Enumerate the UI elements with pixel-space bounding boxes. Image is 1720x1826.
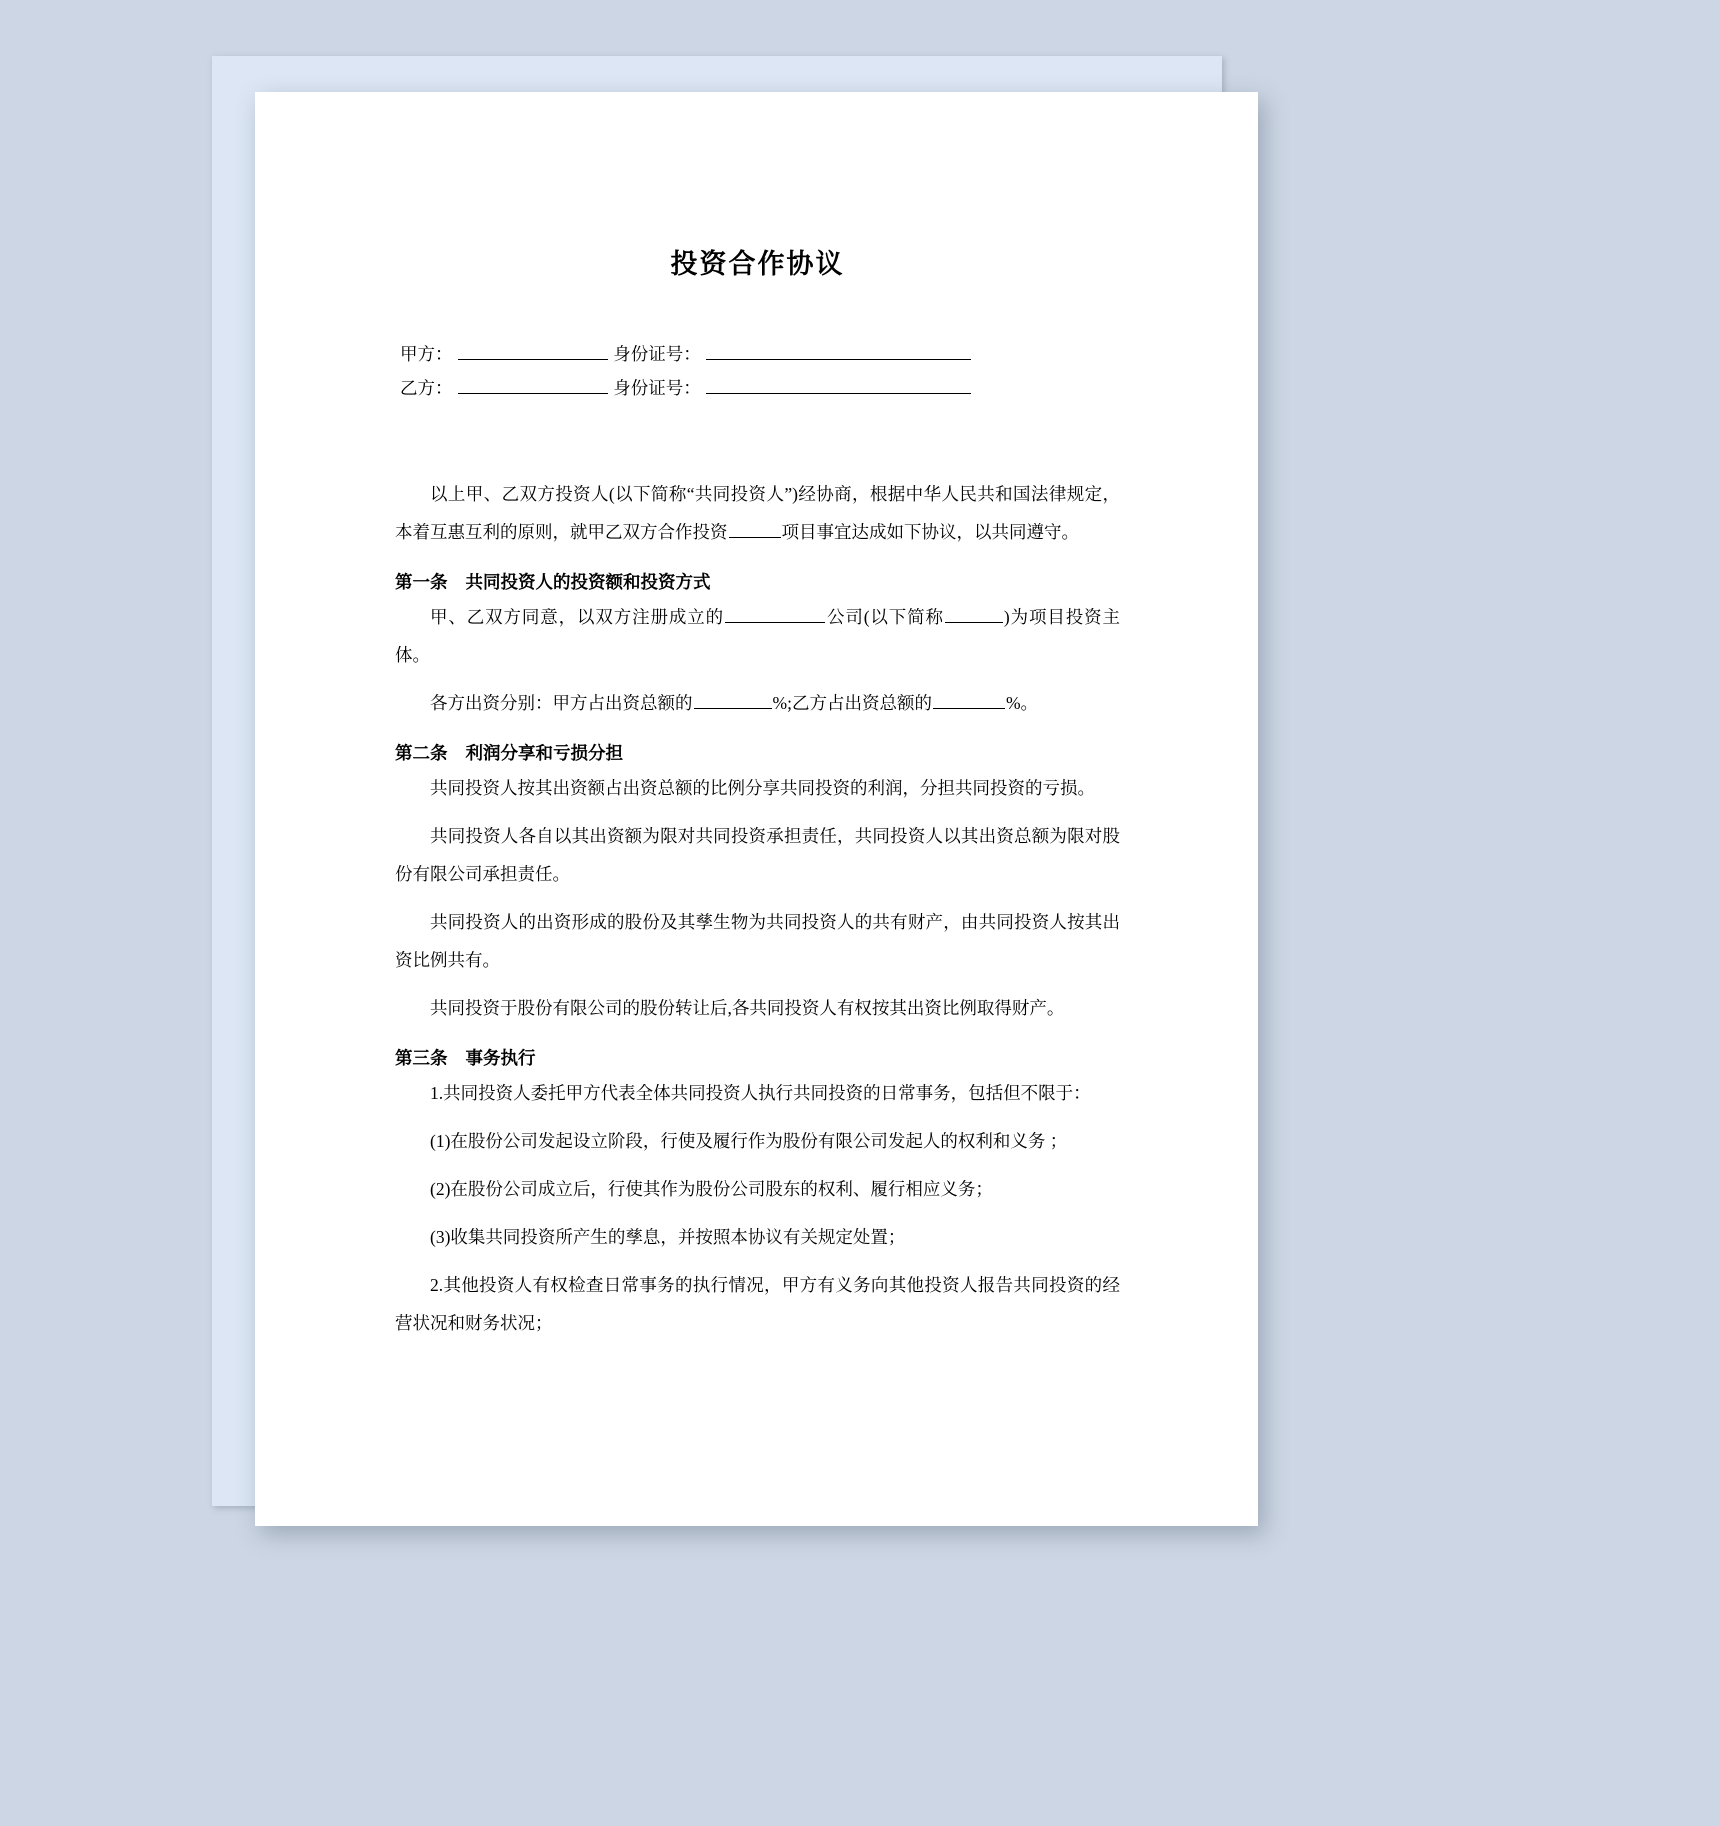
- clause-1-p2-text-1: 各方出资分别：甲方占出资总额的: [430, 693, 693, 713]
- document-page: [255, 92, 1258, 1526]
- party-a-label: 甲方：: [400, 344, 453, 364]
- clause-3-paragraph-1: 1.共同投资人委托甲方代表全体共同投资人执行共同投资的日常事务，包括但不限于：: [430, 1083, 1091, 1103]
- clause-3-item-3: (3)收集共同投资所产生的孳息，并按照本协议有关规定处置；: [430, 1227, 906, 1247]
- preamble-paragraph: [395, 475, 1120, 551]
- clause-2-paragraph-4: 共同投资于股份有限公司的股份转让后,各共同投资人有权按其出资比例取得财产。: [430, 998, 1065, 1018]
- party-row-a: [400, 337, 1120, 371]
- party-b-id-label: 身份证号：: [613, 378, 701, 398]
- clause-1-title: 共同投资人的投资额和投资方式: [465, 572, 711, 592]
- clause-1-paragraph-1: [395, 598, 1120, 674]
- party-b-label: 乙方：: [400, 378, 453, 398]
- clause-3-heading: [395, 1045, 1120, 1070]
- preamble-text-1: 以上甲、乙双方投资人(以下简称“共同投资人”)经协商，根据中华人民共和国法律规定，本着互惠互利的原则，就甲乙双方合作投资: [395, 484, 1120, 542]
- clause-1-p1-text-3: )为项目投资主体。: [395, 607, 1121, 665]
- company-abbr-field[interactable]: [945, 602, 1003, 623]
- preamble-project-field[interactable]: [729, 517, 781, 538]
- party-signature-block: [395, 337, 1120, 405]
- clause-2-number: 第二条: [395, 743, 448, 763]
- clause-2-paragraph-3: 共同投资人的出资形成的股份及其孳生物为共同投资人的共有财产，由共同投资人按其出资比例共有。: [395, 912, 1120, 970]
- clause-3-item-2: (2)在股份公司成立后，行使其作为股份公司股东的权利、履行相应义务；: [430, 1179, 993, 1199]
- party-b-name-field[interactable]: [458, 373, 608, 394]
- party-b-percent-field[interactable]: [933, 688, 1005, 709]
- clause-1-p1-text-2: 公司(以下简称: [826, 607, 944, 627]
- clause-3-title: 事务执行: [465, 1048, 536, 1068]
- clause-1-p1-text-1: 甲、乙双方同意，以双方注册成立的: [430, 607, 725, 627]
- party-a-id-field[interactable]: [706, 339, 971, 360]
- clause-3-item-1: (1)在股份公司发起设立阶段，行使及履行作为股份有限公司发起人的权利和义务 ；: [430, 1131, 1068, 1151]
- party-row-b: [400, 371, 1120, 405]
- document-body: [395, 242, 1120, 1352]
- clause-2-title: 利润分享和亏损分担: [465, 743, 623, 763]
- page-title: 投资合作协议: [670, 249, 845, 279]
- clause-1-p2-text-2: %;乙方占出资总额的: [772, 693, 932, 713]
- clause-3-number: 第三条: [395, 1048, 448, 1068]
- clause-1-p2-text-3: %。: [1005, 693, 1039, 713]
- clause-2-paragraph-2: 共同投资人各自以其出资额为限对共同投资承担责任，共同投资人以其出资总额为限对股份有限公司承担责任。: [395, 826, 1120, 884]
- clause-2-heading: [395, 740, 1120, 765]
- company-name-field[interactable]: [725, 602, 825, 623]
- clause-1-heading: [395, 569, 1120, 594]
- party-a-percent-field[interactable]: [694, 688, 772, 709]
- party-a-name-field[interactable]: [458, 339, 608, 360]
- clause-1-paragraph-2: [395, 684, 1120, 722]
- clause-1-number: 第一条: [395, 572, 448, 592]
- party-b-id-field[interactable]: [706, 373, 971, 394]
- clause-3-paragraph-2: 2.其他投资人有权检查日常事务的执行情况，甲方有义务向其他投资人报告共同投资的经营状况和财务状况；: [395, 1275, 1120, 1333]
- party-a-id-label: 身份证号：: [613, 344, 701, 364]
- preamble-text-2: 项目事宜达成如下协议，以共同遵守。: [781, 522, 1079, 542]
- clause-2-paragraph-1: 共同投资人按其出资额占出资总额的比例分享共同投资的利润，分担共同投资的亏损。: [430, 778, 1095, 798]
